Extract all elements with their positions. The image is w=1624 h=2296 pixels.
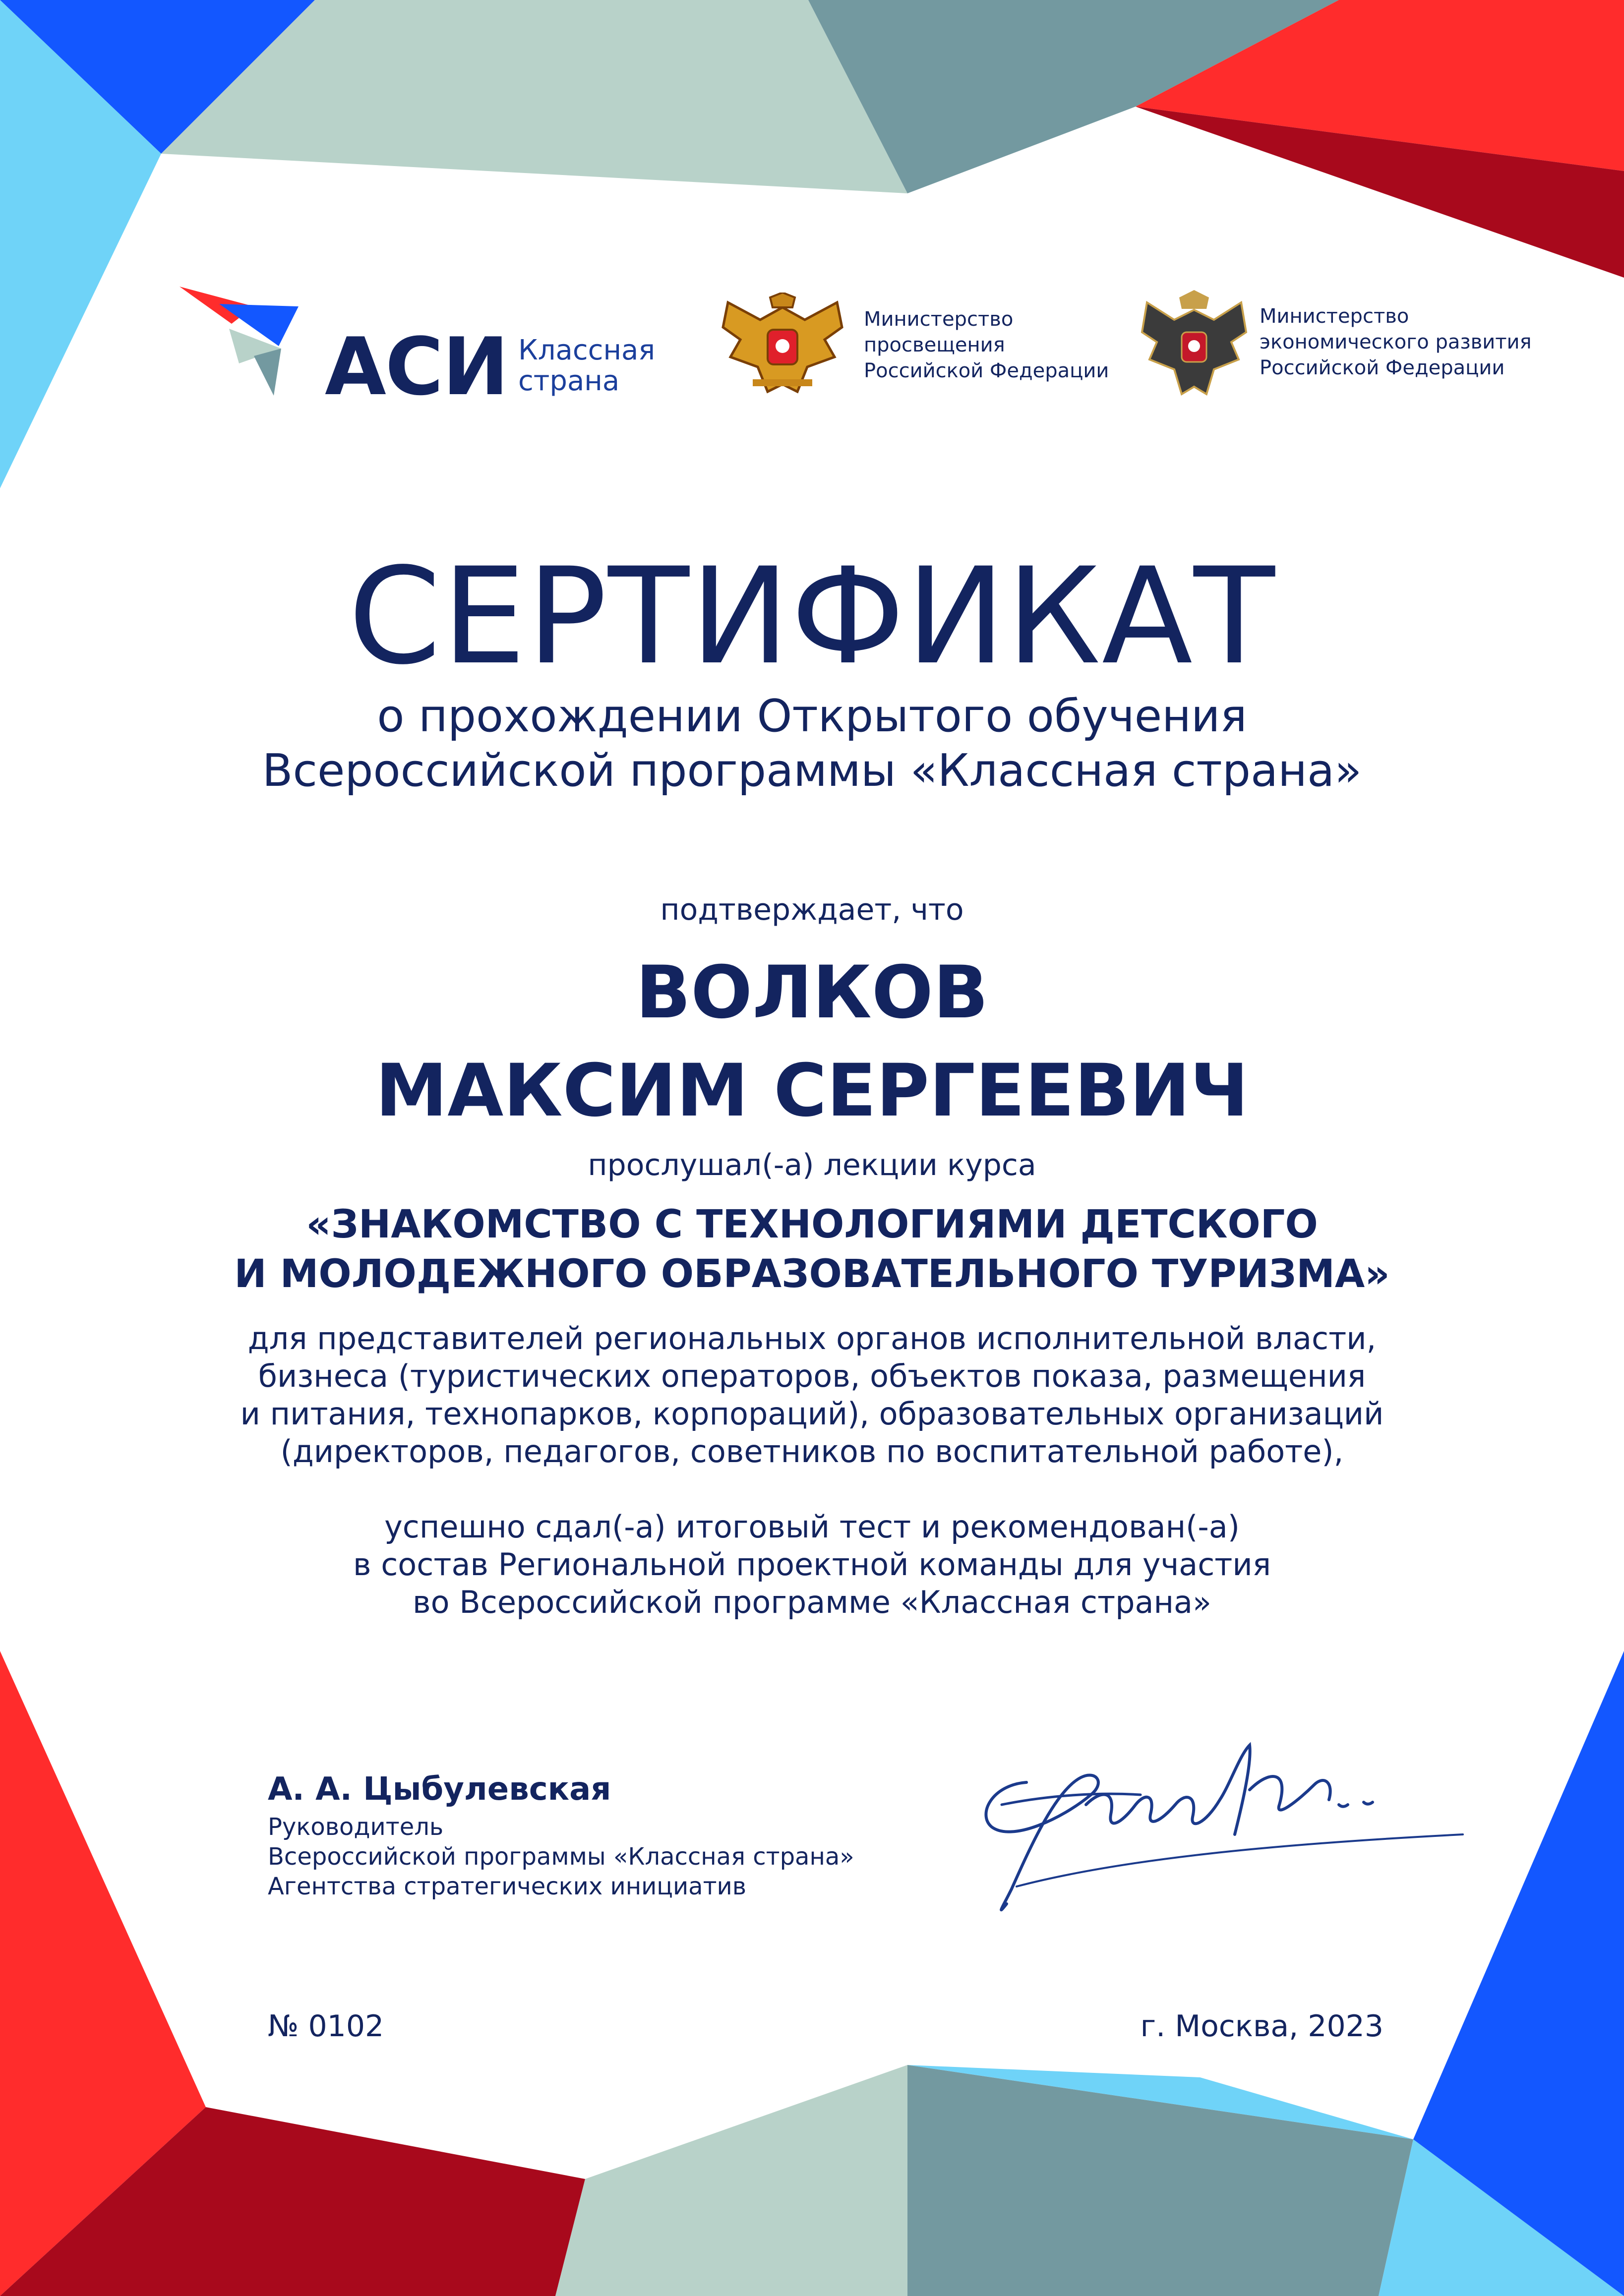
- audience-line: и питания, технопарков, корпораций), образовательных организаций: [240, 1396, 1384, 1432]
- subtitle-line: Всероссийской программы «Классная страна»: [262, 745, 1362, 797]
- recipient-surname: ВОЛКОВ: [635, 950, 989, 1035]
- signatory-role-line: Агентства стратегических инициатив: [268, 1873, 747, 1900]
- course-title-line: И МОЛОДЕЖНОГО ОБРАЗОВАТЕЛЬНОГО ТУРИЗМА»: [234, 1252, 1390, 1296]
- asi-logo-icon: [180, 282, 328, 401]
- ministry-education-name: [864, 306, 1109, 384]
- signatory-role: [268, 1812, 854, 1901]
- signatory-name: А. А. Цыбулевская: [268, 1771, 611, 1808]
- coat-of-arms-icon: [1140, 290, 1249, 402]
- audience-line: (директоров, педагогов, советников по воспитательной работе),: [280, 1433, 1344, 1470]
- listened-text: прослушал(-а) лекции курса: [588, 1148, 1036, 1182]
- result-line: в состав Региональной проектной команды для участия: [353, 1546, 1271, 1583]
- asi-logo-text: АСИ: [325, 320, 508, 413]
- bg-shape: [555, 2065, 907, 2296]
- ministry-economy-name: [1260, 303, 1532, 381]
- ministry-name-line: просвещения: [864, 334, 1005, 356]
- signatory-role-line: Руководитель: [268, 1813, 444, 1841]
- ministry-name-line: Министерство: [1260, 305, 1409, 328]
- certificate-title: СЕРТИФИКАТ: [348, 539, 1276, 694]
- result-line: во Всероссийской программе «Классная страна»: [413, 1584, 1211, 1620]
- audience-text: [0, 1320, 1624, 1471]
- result-line: успешно сдал(-а) итоговый тест и рекомендован(-а): [384, 1509, 1240, 1545]
- ministry-name-line: Российской Федерации: [864, 359, 1109, 382]
- course-title-line: «ЗНАКОМСТВО С ТЕХНОЛОГИЯМИ ДЕТСКОГО: [306, 1202, 1318, 1247]
- asi-logo-subtitle: [518, 335, 655, 397]
- place-and-year: г. Москва, 2023: [1140, 2009, 1383, 2044]
- coat-of-arms-icon: [718, 293, 847, 402]
- subtitle-line: о прохождении Открытого обучения: [377, 690, 1247, 742]
- recipient-given-names: МАКСИМ СЕРГЕЕВИЧ: [375, 1049, 1249, 1133]
- confirms-text: подтверждает, что: [660, 892, 964, 927]
- course-title: [0, 1200, 1624, 1299]
- certificate-subtitle: [0, 689, 1624, 798]
- ministry-name-line: Министерство: [864, 308, 1014, 331]
- certificate-number: № 0102: [268, 2009, 384, 2044]
- audience-line: бизнеса (туристических операторов, объектов показа, размещения: [258, 1358, 1366, 1394]
- audience-line: для представителей региональных органов исполнительной власти,: [247, 1320, 1377, 1356]
- asi-logo-subtitle-line: страна: [518, 365, 620, 397]
- ministry-name-line: экономического развития: [1260, 331, 1532, 353]
- handwritten-signature: [972, 1735, 1468, 1924]
- ministry-name-line: Российской Федерации: [1260, 356, 1505, 379]
- asi-logo-subtitle-line: Классная: [518, 334, 656, 366]
- signatory-role-line: Всероссийской программы «Классная страна»: [268, 1843, 854, 1871]
- result-text: [0, 1508, 1624, 1621]
